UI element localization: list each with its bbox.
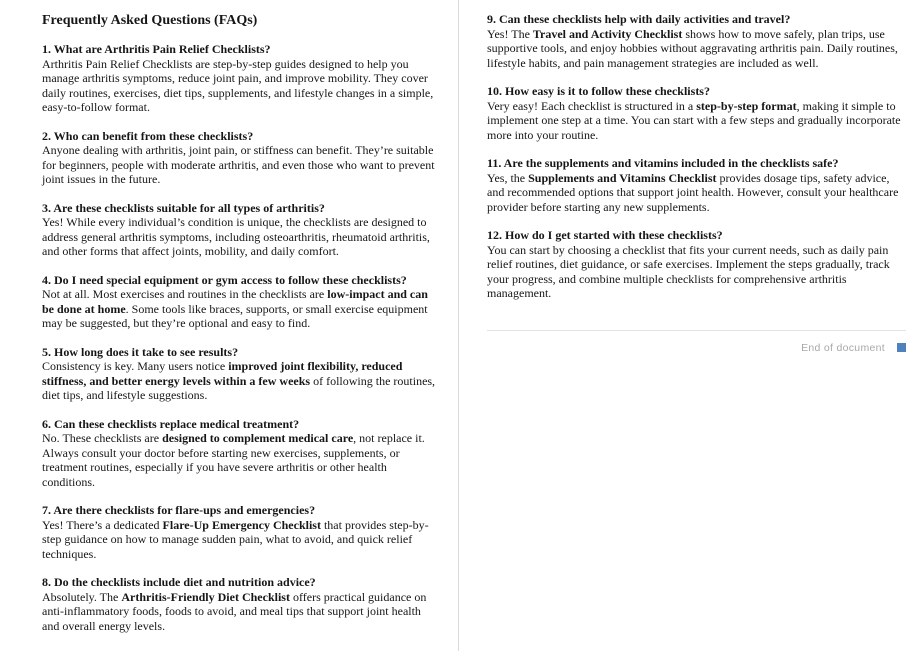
faq-question: 10. How easy is it to follow these checklists? bbox=[487, 84, 710, 98]
faq-question: 6. Can these checklists replace medical treatment? bbox=[42, 416, 300, 431]
faq-list-left bbox=[42, 42, 441, 633]
faq-item bbox=[42, 575, 441, 633]
end-of-document-label: End of document bbox=[801, 341, 885, 354]
faq-list-right bbox=[487, 12, 906, 301]
faq-answer: Yes! The Travel and Activity Checklist shows how to move safely, plan trips, use supportive tools, and enjoy hobbies without aggravating arthritis pain. Daily routines, lifestyle habits, and pain management strategies are included as well. bbox=[487, 26, 898, 70]
faq-question: 8. Do the checklists include diet and nutrition advice? bbox=[42, 575, 316, 589]
faq-item bbox=[42, 345, 441, 403]
faq-question: 1. What are Arthritis Pain Relief Checklists? bbox=[42, 42, 271, 56]
end-of-document-square-icon bbox=[897, 343, 906, 352]
faq-answer: You can start by choosing a checklist that fits your current needs, such as daily pain relief routines, diet guidance, or safe exercises. Implement the steps gradually, track your progress, and combine multiple checklists for comprehensive arthritis management. bbox=[487, 242, 890, 300]
faq-item bbox=[487, 156, 906, 214]
faq-item bbox=[487, 228, 906, 301]
faq-item bbox=[42, 417, 441, 490]
faq-question: 9. Can these checklists help with daily activities and travel? bbox=[487, 12, 791, 26]
faq-item bbox=[42, 503, 441, 561]
left-column bbox=[42, 12, 441, 647]
faq-answer: Yes! There’s a dedicated Flare-Up Emergency Checklist that provides step-by-step guidance on how to manage sudden pain, what to avoid, and quick relief techniques. bbox=[42, 517, 429, 561]
faq-item bbox=[42, 273, 441, 331]
faq-answer: Not at all. Most exercises and routines in the checklists are low-impact and can be done at home. Some tools like braces, supports, or small exercise equipment may be suggested, but they’re optional and easy to find. bbox=[42, 287, 428, 330]
column-divider bbox=[458, 0, 459, 651]
end-of-document-marker bbox=[487, 342, 906, 354]
page-title: Frequently Asked Questions (FAQs) bbox=[42, 13, 258, 28]
end-of-document-divider bbox=[487, 330, 906, 331]
faq-question: 2. Who can benefit from these checklists? bbox=[42, 128, 254, 143]
faq-answer: Absolutely. The Arthritis-Friendly Diet Checklist offers practical guidance on anti-inflammatory foods, foods to avoid, and meal tips that support joint health and overall energy levels. bbox=[42, 589, 427, 633]
faq-question: 12. How do I get started with these checklists? bbox=[487, 228, 723, 242]
faq-answer: Yes! While every individual’s condition is unique, the checklists are designed to address general arthritis symptoms, including osteoarthritis, rheumatoid arthritis, and other forms that affect joints, mobility, and daily comfort. bbox=[42, 215, 430, 258]
faq-answer: Arthritis Pain Relief Checklists are step-by-step guides designed to help you manage arthritis symptoms, reduce joint pain, and improve mobility. They cover daily routines, exercises, diet tips, supplements, and lifestyle changes in a simple, easy-to-follow format. bbox=[42, 56, 434, 114]
faq-question: 5. How long does it take to see results? bbox=[42, 344, 239, 359]
faq-answer: Very easy! Each checklist is structured in a step-by-step format, making it simple to implement one step at a time. You can start with a few steps and gradually incorporate more into your routine. bbox=[487, 98, 901, 142]
right-column bbox=[487, 12, 906, 354]
faq-question: 3. Are these checklists suitable for all types of arthritis? bbox=[42, 200, 325, 215]
faq-item bbox=[487, 84, 906, 142]
faq-question: 7. Are there checklists for flare-ups and emergencies? bbox=[42, 503, 316, 517]
faq-item bbox=[42, 42, 441, 115]
end-of-document-section bbox=[487, 330, 906, 354]
faq-question: 11. Are the supplements and vitamins included in the checklists safe? bbox=[487, 156, 839, 170]
faq-answer: Consistency is key. Many users notice improved joint flexibility, reduced stiffness, and better energy levels within a few weeks of following the routines, diet tips, and lifestyle suggestions. bbox=[42, 359, 436, 402]
faq-item bbox=[487, 12, 906, 70]
faq-answer: No. These checklists are designed to complement medical care, not replace it. Always consult your doctor before starting new exercises, supplements, or treatment routines, especially if you have severe arthritis or other health conditions. bbox=[42, 431, 425, 489]
faq-item bbox=[42, 129, 441, 187]
faq-item bbox=[42, 201, 441, 259]
faq-question: 4. Do I need special equipment or gym access to follow these checklists? bbox=[42, 272, 407, 287]
faq-answer: Anyone dealing with arthritis, joint pain, or stiffness can benefit. They’re suitable for beginners, people with moderate arthritis, and even those who want to prevent joint issues in the future. bbox=[42, 143, 435, 186]
faq-answer: Yes, the Supplements and Vitamins Checklist provides dosage tips, safety advice, and recommended options that support joint health. However, consult your healthcare provider before starting any new supplements. bbox=[487, 170, 899, 214]
